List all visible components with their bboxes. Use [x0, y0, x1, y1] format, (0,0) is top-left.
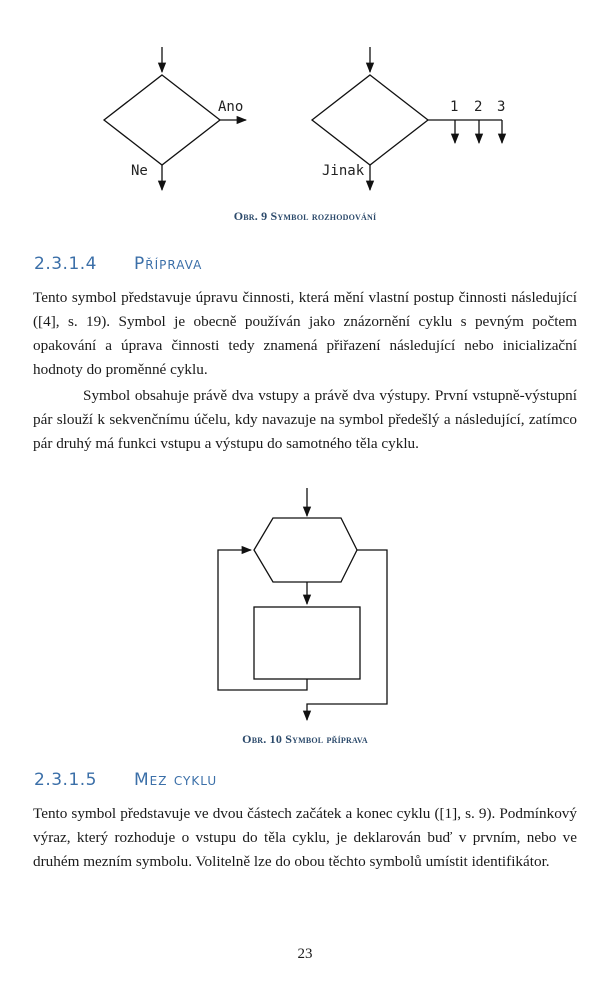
label-option-1: 1: [450, 99, 459, 115]
label-option-3: 3: [497, 99, 506, 115]
paragraph-priprava-1: Tento symbol představuje úpravu činnosti, která mění vlastní postup činnosti následující ([4], s. 19). Symbol je obecně používán jako znázornění cyklu s pevným počtem opakování a úprava činnosti tedy znamená přiřazení následující nebo inicializační hodnoty do proměnné cyklu.: [33, 289, 577, 378]
paragraph-mez-cyklu-1: Tento symbol představuje ve dvou částech začátek a konec cyklu ([1], s. 9). Podmínkový výraz, který rozhoduje o vstupu do těla cyklu, je deklarován buď v prvním, nebo ve druhém mezním symbolu. Volitelně lze do obou těchto symbolů umístit identifikátor.: [33, 805, 577, 870]
section-heading-mez-cyklu: [34, 770, 217, 790]
label-no: Ne: [131, 163, 148, 179]
page-number: 23: [297, 946, 313, 962]
section-number: 2.3.1.5: [34, 770, 97, 790]
section-title: Příprava: [134, 254, 203, 274]
figure-10-preparation-diagram: [0, 484, 610, 724]
label-else: Jinak: [322, 163, 365, 179]
section-title: Mez cyklu: [134, 770, 218, 790]
paragraph-priprava-2: Symbol obsahuje právě dva vstupy a právě dva výstupy. První vstupně-výstupní pár slouží k sekvenčnímu účelu, kdy navazuje na symbol předešlý a následující, zatímco pár druhý má funkci vstupu a výstupu do samotného těla cyklu.: [33, 387, 577, 452]
label-yes: Ano: [218, 99, 244, 115]
figure-10-caption: Obr. 10 Symbol příprava: [242, 732, 368, 746]
decision-diamond-right: [312, 47, 505, 190]
preparation-hexagon: [254, 518, 357, 582]
loop-body-rectangle: [254, 607, 360, 679]
label-option-2: 2: [474, 99, 483, 115]
figure-9-caption: Obr. 9 Symbol rozhodování: [233, 209, 377, 223]
decision-diamond-left: [104, 47, 246, 190]
section-heading-priprava: [34, 254, 202, 274]
figure-9-decision-diagram: [0, 0, 610, 210]
section-number: 2.3.1.4: [34, 254, 97, 274]
